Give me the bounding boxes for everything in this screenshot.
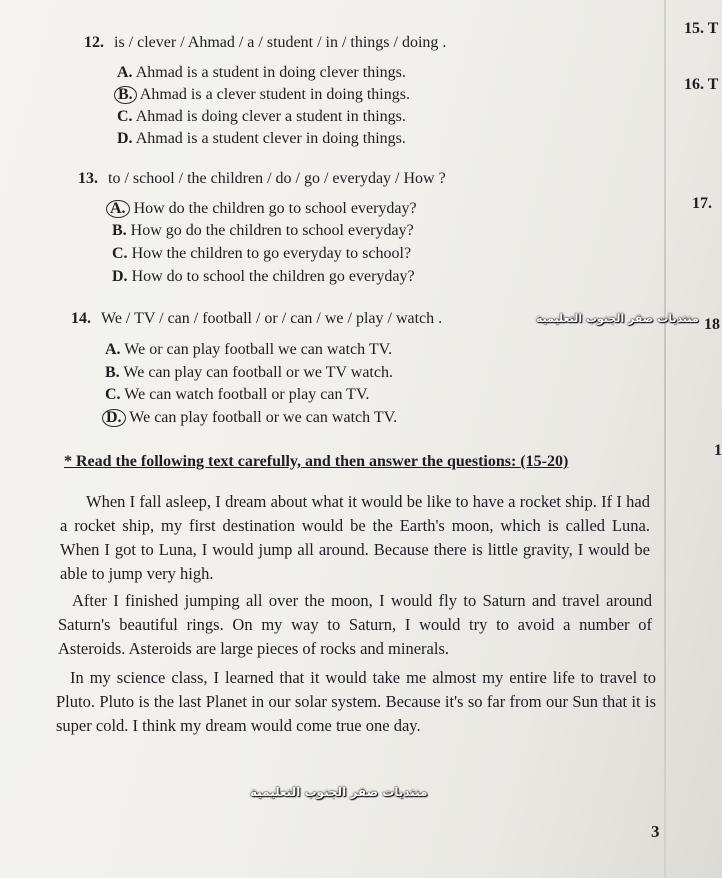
option-text: How do to school the children go everyday? (131, 268, 415, 285)
option-text: We or can play football we can watch TV. (124, 341, 393, 358)
side-number-19: 1 (714, 442, 722, 459)
question-14-option-b (105, 364, 393, 382)
option-text: Ahmad is a student in doing clever things. (135, 64, 406, 81)
question-14-option-d (102, 409, 397, 427)
question-12-option-d (117, 130, 406, 148)
option-letter: C. (117, 108, 133, 125)
side-number-15: 15. T (684, 20, 719, 37)
option-letter: C. (105, 386, 121, 403)
question-number: 12. (84, 34, 104, 51)
option-text: We can watch football or play can TV. (124, 386, 370, 403)
option-letter: B. (112, 222, 127, 239)
question-14-option-a (105, 341, 392, 359)
question-number: 13. (78, 170, 98, 187)
question-12-option-b (114, 86, 410, 104)
question-13-option-d (112, 268, 415, 286)
question-13-prompt (78, 170, 446, 188)
option-letter: D. (112, 268, 128, 285)
option-letter: A. (117, 64, 133, 81)
question-12-option-c (117, 108, 406, 126)
option-text: How go do the children to school everyday? (130, 222, 414, 239)
question-14-option-c (105, 386, 369, 404)
question-14-prompt (71, 310, 442, 328)
question-text: to / school / the children / do / go / everyday / How ? (108, 170, 446, 187)
option-text: Ahmad is a clever student in doing things. (139, 86, 410, 103)
option-text: How do the children go to school everyday? (133, 200, 417, 217)
circled-answer-mark: A. (106, 200, 130, 218)
question-12-prompt (84, 34, 446, 52)
question-13-option-b (112, 222, 414, 240)
option-text: Ahmad is a student clever in doing things. (135, 130, 406, 147)
question-12-option-a (117, 64, 406, 82)
circled-answer-mark: B. (114, 86, 137, 104)
option-text: We can play football or we can watch TV. (129, 409, 398, 426)
reading-paragraph-3: In my science class, I learned that it would take me almost my entire life to travel to Pluto. Pluto is the last Planet in our solar system. Because it's so far from our Sun that it is super cold. I think my dream would come true one day. (56, 668, 656, 735)
watermark-forum-name: منتديات صقر الجنوب التعليمية (536, 312, 699, 325)
watermark-forum-name: منتديات صقر الجنوب التعليمية (250, 785, 428, 799)
option-text: We can play can football or we TV watch. (123, 364, 393, 381)
side-number-17: 17. (692, 195, 712, 212)
option-letter: C. (112, 245, 128, 262)
page-fold (664, 0, 666, 878)
circled-answer-mark: D. (102, 409, 126, 427)
question-number: 14. (71, 310, 91, 327)
reading-paragraph-2: After I finished jumping all over the moon, I would fly to Saturn and travel around Saturn's beautiful rings. On my way to Saturn, I would try to avoid a number of Asteroids. Asteroids are large pieces of rocks and minerals. (58, 591, 652, 658)
page-number: 3 (651, 822, 660, 841)
reading-paragraph-1: When I fall asleep, I dream about what it would be like to have a rocket ship. If I had a rocket ship, my first destination would be the Earth's moon, which is called Luna. When I got to Luna, I would jump all around. Because there is little gravity, I would be able to jump very high. (60, 492, 650, 583)
reading-heading: * Read the following text carefully, and then answer the questions: (15-20) (64, 453, 569, 470)
option-letter: D. (117, 130, 133, 147)
option-letter: B. (105, 364, 120, 381)
question-text: We / TV / can / football / or / can / we / play / watch . (101, 310, 443, 327)
option-text: How the children to go everyday to school? (131, 245, 412, 262)
side-number-18: 18 (704, 316, 720, 333)
option-text: Ahmad is doing clever a student in things. (135, 108, 406, 125)
side-number-16: 16. T (684, 76, 719, 93)
option-letter: A. (105, 341, 121, 358)
question-13-option-c (112, 245, 411, 263)
question-text: is / clever / Ahmad / a / student / in / things / doing . (114, 34, 447, 51)
question-13-option-a (106, 200, 417, 218)
